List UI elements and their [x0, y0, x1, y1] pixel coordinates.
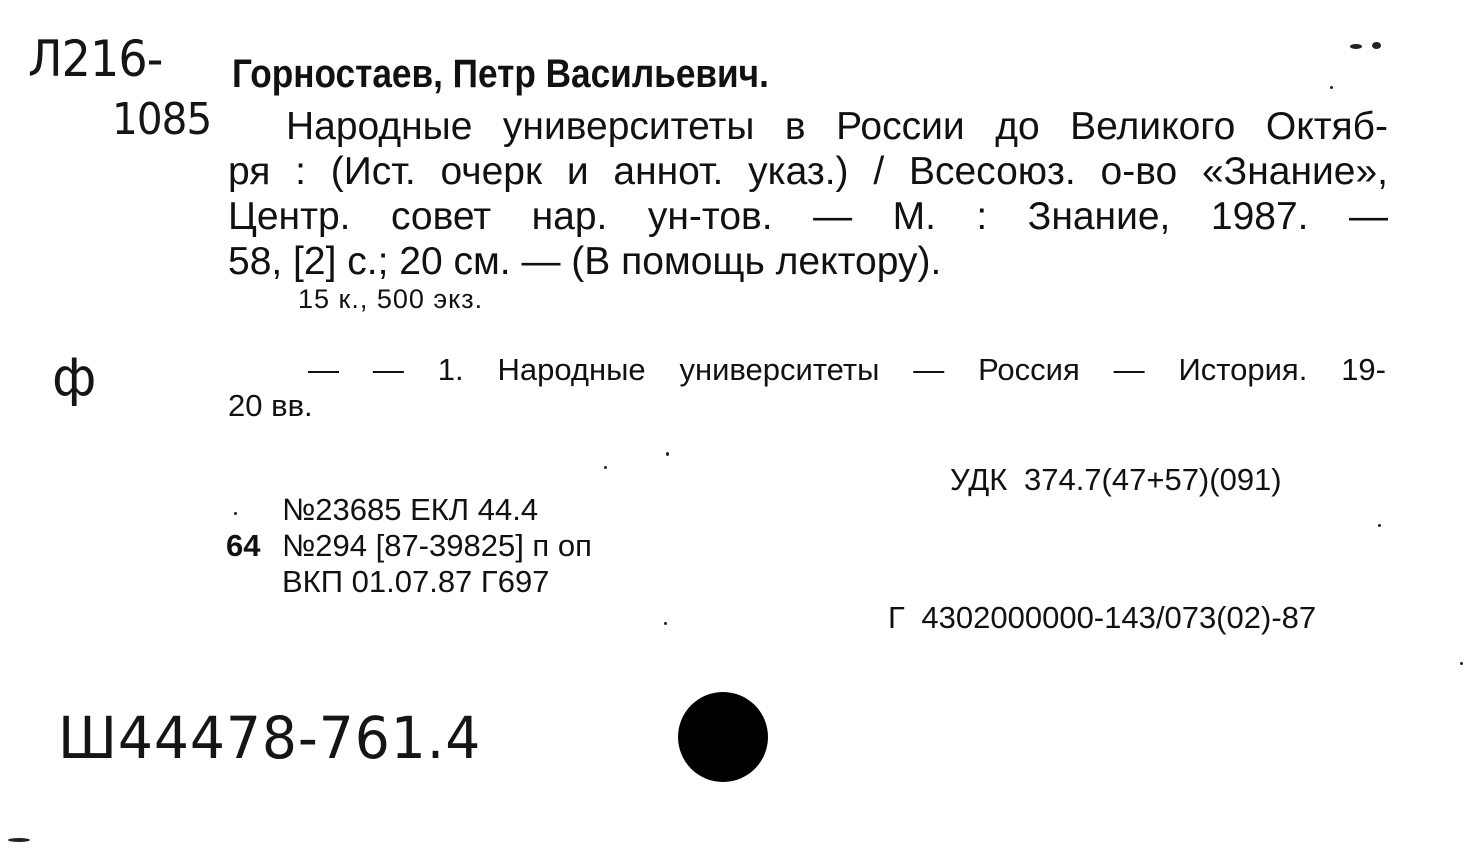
description-line: 58, [2] с.; 20 см. — (В помощь лектору).	[228, 240, 942, 283]
handwritten-shelf-mark-line2: 1085	[112, 94, 212, 145]
line-text: №23685 ЕКЛ 44.4	[282, 492, 539, 527]
scan-speck	[234, 512, 237, 515]
subject-line: — — 1. Народные университеты — Россия — История. 19-	[308, 352, 1386, 387]
handwritten-fund-mark: ф	[52, 348, 97, 408]
subject-line: 20 вв.	[228, 388, 313, 423]
registration-line	[226, 564, 592, 600]
scan-speck	[666, 452, 669, 456]
card-punch-hole	[678, 692, 768, 782]
bibliographic-description	[228, 104, 1388, 284]
scan-speck	[1330, 86, 1333, 89]
line-text: ВКП 01.07.87 Г697	[282, 564, 550, 599]
scan-speck	[604, 466, 607, 469]
scan-speck	[1350, 44, 1362, 49]
publisher-code: Г 4302000000-143/073(02)-87	[888, 600, 1317, 635]
author-heading: Горностаев, Петр Васильевич.	[232, 52, 769, 96]
registration-line	[226, 528, 592, 564]
price-and-print-run: 15 к., 500 экз.	[298, 284, 484, 314]
description-line: Центр. совет нар. ун-тов. — М. : Знание, 1987. —	[228, 195, 1388, 238]
subject-tracing	[228, 352, 1386, 424]
line-prefix: 64	[226, 528, 261, 563]
scan-speck	[1372, 42, 1381, 49]
scan-speck	[1460, 662, 1463, 665]
udk-classification: УДК 374.7(47+57)(091)	[950, 462, 1282, 497]
scan-speck	[1378, 524, 1381, 527]
scan-speck	[664, 622, 667, 625]
handwritten-shelf-mark-line1: Л216-	[28, 30, 163, 88]
line-text: №294 [87-39825] п оп	[282, 528, 592, 563]
description-line: ря : (Ист. очерк и аннот. указ.) / Всесоюз. о-во «Знание»,	[228, 150, 1388, 193]
scan-speck	[8, 838, 30, 842]
registration-numbers	[226, 492, 592, 600]
registration-line	[226, 492, 592, 528]
handwritten-inventory-code: Ш44478-761.4	[58, 704, 482, 772]
description-line: Народные университеты в России до Великого Октяб-	[286, 105, 1388, 148]
